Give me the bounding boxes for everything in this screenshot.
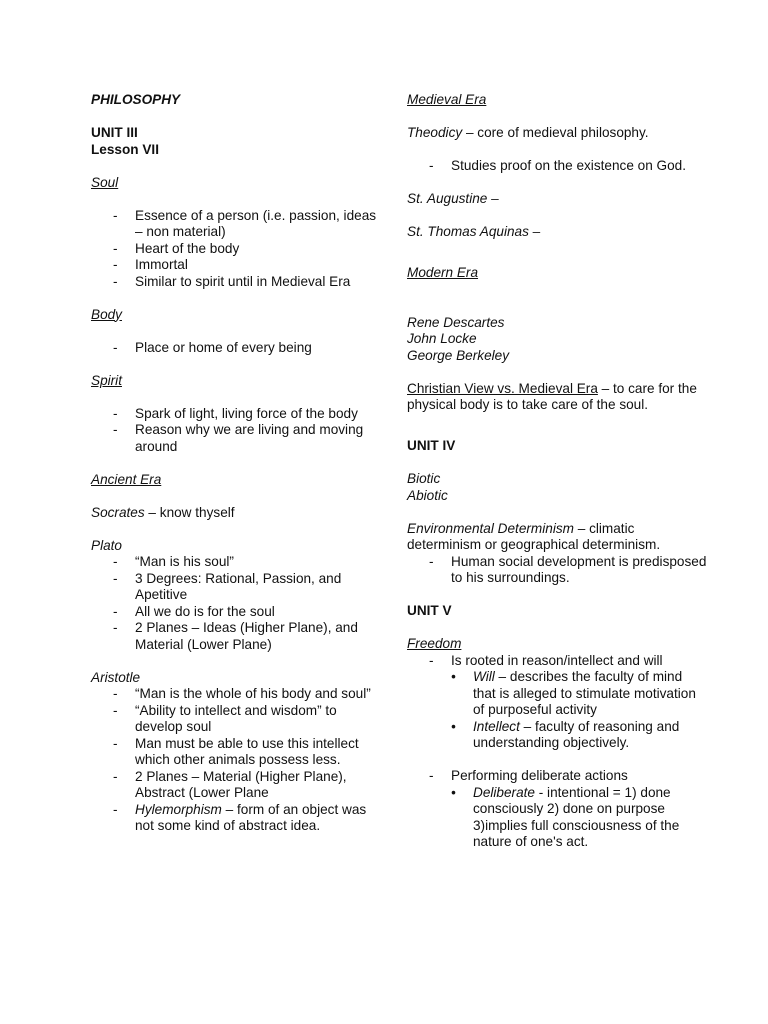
body-heading: Body — [91, 306, 122, 322]
modern-name: Rene Descartes — [407, 314, 505, 330]
abiotic-label: Abiotic — [407, 487, 448, 503]
soul-list — [91, 208, 386, 291]
aristotle-list — [91, 686, 386, 835]
list-item: - Reason why we are living and moving around — [91, 422, 386, 455]
env-list — [407, 554, 707, 587]
theodicy-line — [407, 125, 707, 142]
socrates-line — [91, 505, 386, 522]
list-item: - Place or home of every being — [91, 340, 386, 357]
aquinas-line: St. Thomas Aquinas – — [407, 224, 541, 239]
list-item: - 2 Planes – Ideas (Higher Plane), and Material (Lower Plane) — [91, 620, 386, 653]
list-item: - 3 Degrees: Rational, Passion, and Apetitive — [91, 571, 386, 604]
list-item: - Spark of light, living force of the body — [91, 406, 386, 423]
theodicy-list — [407, 158, 707, 175]
socrates-text: – know thyself — [144, 504, 235, 520]
aristotle-heading: Aristotle — [91, 669, 141, 685]
unit-v-heading: UNIT V — [407, 603, 452, 618]
freedom-list — [407, 653, 707, 670]
list-item: - Is rooted in reason/intellect and will — [407, 653, 707, 670]
list-item — [451, 785, 707, 851]
env-determinism-term: Environmental Determinism — [407, 520, 574, 536]
plato-heading: Plato — [91, 537, 122, 553]
lesson-heading: Lesson VII — [91, 141, 159, 157]
right-column — [407, 92, 707, 851]
list-item: - Man must be able to use this intellect which other animals possess less. — [91, 736, 386, 769]
unit-heading: UNIT III — [91, 125, 138, 140]
freedom-heading: Freedom — [407, 636, 462, 651]
list-item: - “Ability to intellect and wisdom” to develop soul — [91, 703, 386, 736]
hylemorphism-text: – form of an object was not some kind of abstract idea. — [135, 801, 367, 833]
freedom-sublist — [407, 669, 707, 752]
hylemorphism-term: Hylemorphism — [135, 801, 222, 817]
christian-view-line — [407, 381, 707, 414]
theodicy-term: Theodicy — [407, 125, 463, 140]
list-item: - “Man is his soul” — [91, 554, 386, 571]
ancient-era-heading: Ancient Era — [91, 471, 162, 487]
theodicy-text: – core of medieval philosophy. — [462, 125, 649, 140]
intellect-term: Intellect — [473, 718, 520, 734]
list-item: - Studies proof on the existence on God. — [407, 158, 707, 175]
will-term: Will — [473, 669, 495, 684]
biotic-label: Biotic — [407, 471, 441, 486]
actions-list — [407, 768, 707, 785]
actions-sublist — [407, 785, 707, 851]
intellect-text: – faculty of reasoning and understanding objectively. — [473, 718, 680, 750]
left-column — [91, 92, 386, 835]
deliberate-term: Deliberate — [473, 784, 535, 800]
list-item — [451, 669, 707, 719]
spirit-heading: Spirit — [91, 372, 122, 388]
spirit-list — [91, 406, 386, 456]
list-item: - “Man is the whole of his body and soul” — [91, 686, 386, 703]
socrates-name: Socrates — [91, 504, 145, 520]
modern-name: George Berkeley — [407, 347, 510, 363]
list-item: - Immortal — [91, 257, 386, 274]
list-item — [91, 802, 386, 835]
medieval-era-heading: Medieval Era — [407, 92, 487, 107]
deliberate-text: - intentional = 1) done consciously 2) done on purpose 3)implies full consciousness of the nature of one's act. — [473, 784, 680, 849]
list-item: - All we do is for the soul — [91, 604, 386, 621]
unit-iv-heading: UNIT IV — [407, 438, 456, 453]
document-title: PHILOSOPHY — [91, 92, 181, 107]
list-item: - Similar to spirit until in Medieval Era — [91, 274, 386, 291]
modern-name: John Locke — [407, 331, 477, 346]
will-text: – describes the faculty of mind that is alleged to stimulate motivation of purposeful activity — [473, 669, 696, 717]
env-determinism-line — [407, 521, 707, 554]
list-item: - 2 Planes – Material (Higher Plane), Abstract (Lower Plane — [91, 769, 386, 802]
christian-view-text: – to care for the physical body is to take care of the soul. — [407, 380, 697, 412]
modern-era-heading: Modern Era — [407, 265, 479, 280]
plato-list — [91, 554, 386, 653]
list-item: - Performing deliberate actions — [407, 768, 707, 785]
christian-view-term: Christian View vs. Medieval Era — [407, 380, 598, 396]
augustine-line: St. Augustine – — [407, 191, 499, 206]
list-item: - Essence of a person (i.e. passion, ideas – non material) — [91, 208, 386, 241]
list-item: - Heart of the body — [91, 241, 386, 258]
body-list — [91, 340, 386, 357]
soul-heading: Soul — [91, 174, 119, 190]
env-determinism-text: – climatic determinism or geographical determinism. — [407, 520, 661, 552]
list-item — [451, 719, 707, 752]
list-item: - Human social development is predisposed to his surroundings. — [407, 554, 707, 587]
